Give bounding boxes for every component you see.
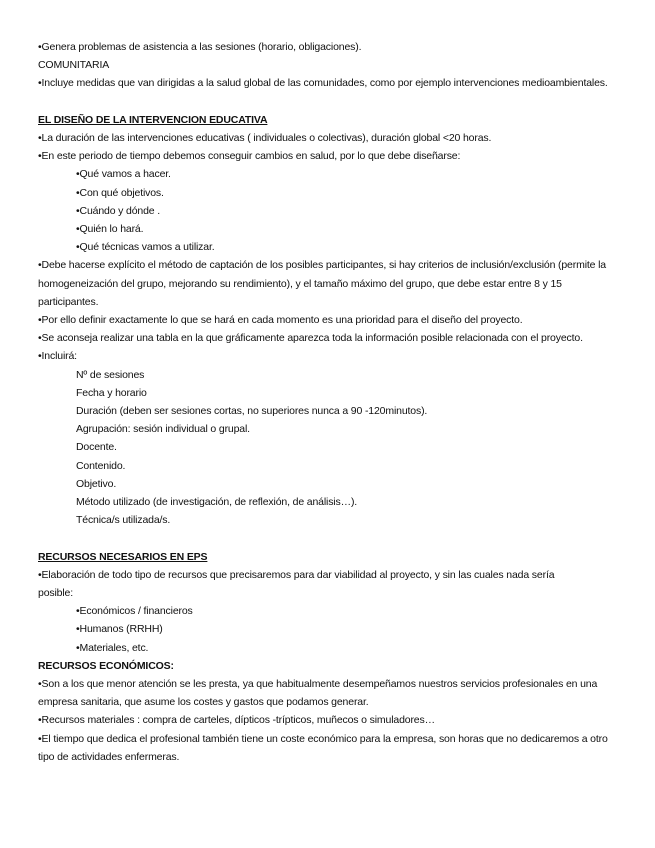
bullet-elaboracion: •Elaboración de todo tipo de recursos que precisaremos para dar viabilidad al proyecto, y sin las cuales nada sería posible: bbox=[38, 568, 555, 600]
sub-bullet-humanos: •Humanos (RRHH) bbox=[76, 623, 163, 636]
sub-bullet-cuando: •Cuándo y dónde . bbox=[76, 204, 161, 217]
bullet-captacion: •Debe hacerse explícito el método de captación de los posibles participantes, si hay criterios de inclusión/exclusión (permite la homogeneización del grupo, mejorando su rendimiento), y el tamaño máximo del grupo, que debe estar entre 8 y 15 participantes. bbox=[38, 259, 606, 308]
sub-bullet-materiales: •Materiales, etc. bbox=[76, 641, 149, 654]
bullet-periodo: •En este periodo de tiempo debemos conseguir cambios en salud, por lo que debe diseñarse: bbox=[38, 150, 461, 163]
item-agrupacion: Agrupación: sesión individual o grupal. bbox=[76, 423, 250, 436]
item-metodo: Método utilizado (de investigación, de reflexión, de análisis…). bbox=[76, 496, 358, 509]
item-contenido: Contenido. bbox=[76, 459, 126, 472]
item-tecnica: Técnica/s utilizada/s. bbox=[76, 514, 171, 527]
bullet-duracion: •La duración de las intervenciones educativas ( individuales o colectivas), duración global <20 horas. bbox=[38, 132, 492, 144]
bullet-tabla: •Se aconseja realizar una tabla en la que gráficamente aparezca toda la información posible relacionada con el proyecto. bbox=[38, 332, 583, 345]
paragraph-comunitaria: •Incluye medidas que van dirigidas a la salud global de las comunidades, como por ejemplo intervenciones medioambientales. bbox=[38, 77, 608, 90]
bullet-incluira: •Incluirá: bbox=[38, 350, 77, 363]
sub-bullet-economicos: •Económicos / financieros bbox=[76, 605, 193, 618]
item-sesiones: Nº de sesiones bbox=[76, 368, 145, 381]
document-page bbox=[38, 38, 628, 766]
item-duracion: Duración (deben ser sesiones cortas, no superiores nunca a 90 -120minutos). bbox=[76, 405, 428, 418]
item-fecha: Fecha y horario bbox=[76, 386, 147, 399]
bullet-menor-atencion: •Son a los que menor atención se les presta, ya que habitualmente desempeñamos nuestros servicios profesionales en una empresa sanitaria, que asume los costes y gastos que podamos generar. bbox=[38, 678, 598, 709]
sub-bullet-objetivos: •Con qué objetivos. bbox=[76, 186, 164, 199]
paragraph-asistencia: •Genera problemas de asistencia a las sesiones (horario, obligaciones). bbox=[38, 41, 362, 53]
heading-diseno: EL DISEÑO DE LA INTERVENCION EDUCATIVA bbox=[38, 113, 268, 126]
sub-bullet-quien: •Quién lo hará. bbox=[76, 223, 144, 236]
bullet-tiempo: •El tiempo que dedica el profesional también tiene un coste económico para la empresa, son horas que no dedicaremos a otro tipo de actividades enfermeras. bbox=[38, 732, 608, 763]
spacer bbox=[38, 93, 628, 111]
spacer bbox=[38, 529, 628, 547]
label-comunitaria: COMUNITARIA bbox=[38, 59, 110, 72]
bullet-definir: •Por ello definir exactamente lo que se hará en cada momento es una prioridad para el diseño del proyecto. bbox=[38, 314, 523, 327]
item-objetivo: Objetivo. bbox=[76, 477, 117, 490]
item-docente: Docente. bbox=[76, 441, 117, 454]
sub-bullet-que: •Qué vamos a hacer. bbox=[76, 168, 171, 181]
heading-recursos: RECURSOS NECESARIOS EN EPS bbox=[38, 550, 208, 563]
bullet-recursos-materiales: •Recursos materiales : compra de carteles, dípticos -trípticos, muñecos o simuladores… bbox=[38, 714, 435, 727]
sub-bullet-tecnicas: •Qué técnicas vamos a utilizar. bbox=[76, 241, 215, 254]
heading-recursos-economicos: RECURSOS ECONÓMICOS: bbox=[38, 659, 174, 672]
